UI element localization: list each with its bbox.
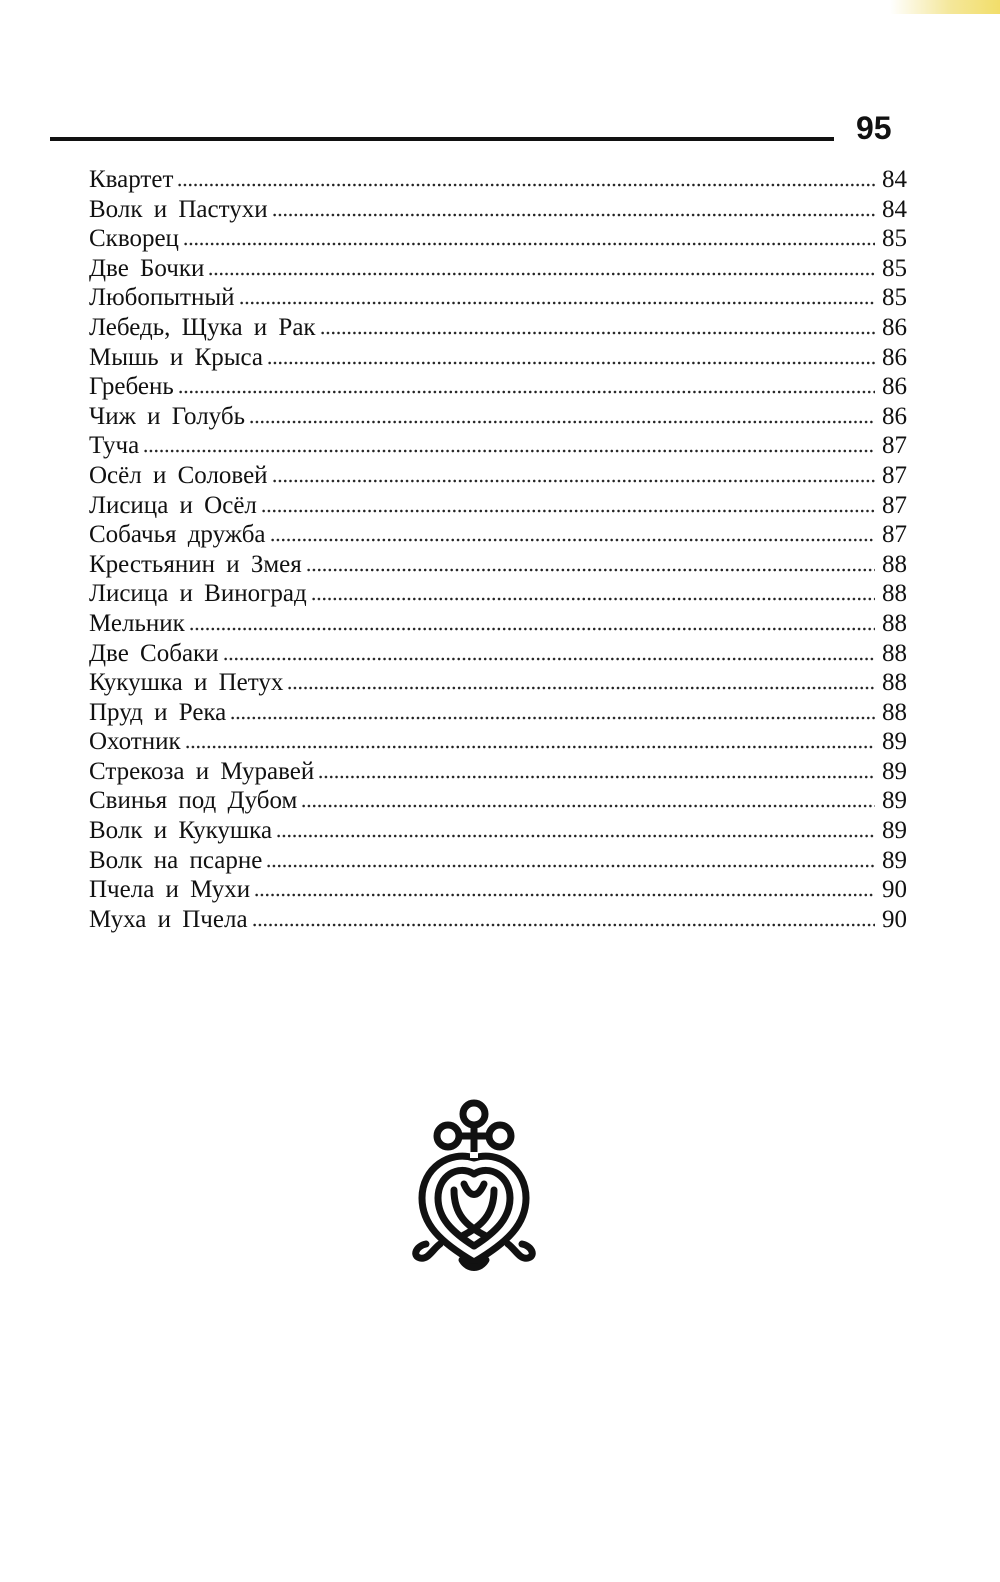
dot-leader [306,566,875,572]
toc-entry [89,313,907,343]
toc-entry-page: 90 [882,876,907,904]
toc-entry-title: Крестьянин и Змея [89,550,302,578]
dot-leader [183,240,875,246]
dot-leader [249,418,875,424]
celtic-knot-icon [410,1094,538,1276]
dot-leader [223,655,875,661]
toc-entry-title: Волк и Кукушка [89,817,273,845]
toc-entry-title: Лисица и Осёл [89,491,257,519]
toc-entry [89,609,907,639]
toc-entry-page: 89 [882,846,907,874]
toc-entry-title: Волк и Пастухи [89,195,268,223]
toc-entry-page: 89 [882,757,907,785]
toc-entry-title: Две Собаки [89,639,219,667]
toc-entry [89,402,907,432]
dot-leader [301,802,875,808]
table-of-contents [89,165,907,934]
toc-entry-title: Мышь и Крыса [89,343,264,371]
toc-entry-title: Мельник [89,609,185,637]
toc-entry-title: Осёл и Соловей [89,461,268,489]
toc-entry-title: Скворец [89,225,179,253]
page-number: 95 [856,110,892,146]
toc-entry [89,727,907,757]
toc-entry-title: Гребень [89,373,174,401]
toc-entry [89,786,907,816]
toc-entry [89,668,907,698]
toc-entry-title: Пчела и Мухи [89,876,251,904]
dot-leader [287,684,875,690]
toc-entry-page: 84 [882,166,907,193]
toc-entry [89,905,907,935]
toc-entry [89,846,907,876]
toc-entry-page: 88 [882,698,907,726]
dot-leader [272,211,875,217]
toc-entry [89,698,907,728]
toc-entry-page: 90 [882,905,907,933]
toc-entry-title: Чиж и Голубь [89,402,245,430]
dot-leader [252,921,875,927]
toc-entry-page: 89 [882,787,907,815]
toc-entry [89,639,907,669]
header-rule [50,137,834,141]
toc-entry-title: Пруд и Река [89,698,227,726]
dot-leader [185,743,875,749]
toc-entry-page: 89 [882,817,907,845]
toc-entry [89,283,907,313]
toc-entry-title: Волк на псарне [89,846,263,874]
toc-entry [89,875,907,905]
toc-entry [89,520,907,550]
toc-entry-page: 87 [882,432,907,460]
dot-leader [267,359,875,365]
toc-entry-title: Лебедь, Щука и Рак [89,313,316,341]
toc-entry [89,165,907,195]
toc-entry-page: 88 [882,550,907,578]
toc-entry-page: 89 [882,728,907,756]
dot-leader [318,773,875,779]
dot-leader [261,507,875,513]
dot-leader [320,329,875,335]
toc-entry-page: 84 [882,195,907,223]
toc-entry-title: Муха и Пчела [89,905,248,933]
toc-entry [89,254,907,284]
dot-leader [143,447,875,453]
toc-entry [89,372,907,402]
dot-leader [230,714,875,720]
dot-leader [254,891,875,897]
toc-entry [89,224,907,254]
toc-entry-page: 87 [882,461,907,489]
toc-entry-page: 88 [882,580,907,608]
toc-entry [89,491,907,521]
toc-entry-page: 87 [882,521,907,549]
toc-entry-page: 88 [882,609,907,637]
toc-entry [89,579,907,609]
toc-entry [89,757,907,787]
dot-leader [239,299,875,305]
toc-entry [89,461,907,491]
toc-entry [89,431,907,461]
toc-entry [89,343,907,373]
toc-entry-page: 86 [882,373,907,401]
dot-leader [177,181,875,187]
toc-entry-title: Туча [89,432,140,460]
dot-leader [178,388,875,394]
toc-entry-title: Любопытный [89,284,235,312]
toc-entry [89,550,907,580]
toc-entry-page: 86 [882,313,907,341]
dot-leader [276,832,875,838]
dot-leader [311,595,875,601]
dot-leader [272,477,875,483]
toc-entry-title: Свинья под Дубом [89,787,298,815]
dot-leader [266,862,875,868]
toc-entry-page: 86 [882,343,907,371]
toc-entry [89,816,907,846]
toc-entry-title: Лисица и Виноград [89,580,307,608]
dot-leader [208,270,875,276]
dot-leader [270,536,875,542]
toc-entry-page: 88 [882,639,907,667]
toc-entry-page: 88 [882,669,907,697]
toc-entry-title: Охотник [89,728,181,756]
toc-entry-title: Две Бочки [89,254,205,282]
toc-entry-page: 86 [882,402,907,430]
toc-entry-title: Стрекоза и Муравей [89,757,315,785]
toc-entry-title: Кукушка и Петух [89,669,284,697]
toc-entry-title: Собачья дружба [89,521,266,549]
toc-entry [89,195,907,225]
toc-entry-page: 85 [882,254,907,282]
dot-leader [189,625,875,631]
toc-entry-page: 85 [882,225,907,253]
toc-entry-page: 87 [882,491,907,519]
toc-entry-title: Квартет [89,166,174,193]
toc-entry-page: 85 [882,284,907,312]
page-corner-stain [890,0,1000,14]
